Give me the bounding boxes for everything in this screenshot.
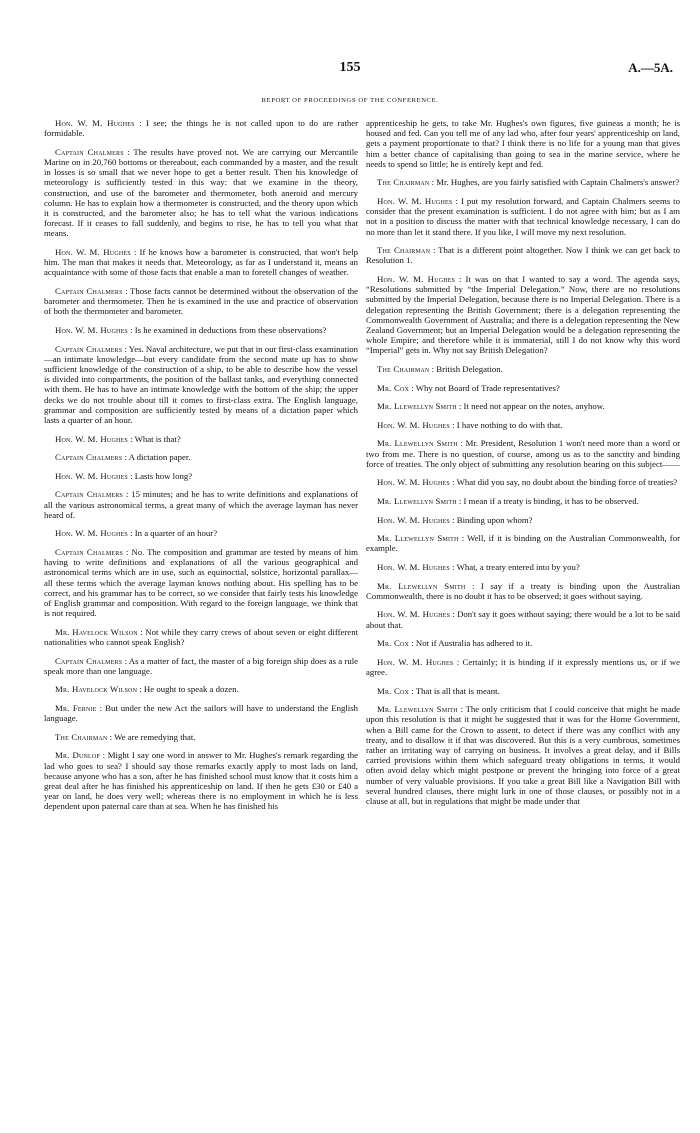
speaker-name: Hon. W. M. Hughes xyxy=(377,419,450,430)
speaker-name: Captain Chalmers xyxy=(55,547,124,557)
speaker-name: Mr. Cox xyxy=(377,685,410,696)
speech-paragraph xyxy=(366,515,680,525)
speech-text: : I see; the things he is not called upon to do are rather formidable. xyxy=(44,118,358,139)
speech-text: : A dictation paper. xyxy=(124,452,191,463)
speech-text: : What, a treaty entered into by you? xyxy=(452,561,580,572)
speech-paragraph xyxy=(366,420,680,430)
speech-text: : Why not Board of Trade representatives? xyxy=(411,382,560,393)
speech-paragraph xyxy=(366,686,680,696)
speech-paragraph xyxy=(44,434,358,444)
speaker-name: The Chairman xyxy=(377,364,430,375)
speech-paragraph xyxy=(366,245,680,265)
speaker-name: Mr. Cox xyxy=(377,638,410,649)
speaker-name: Hon. W. M. Hughes xyxy=(55,433,128,444)
speaker-name: Mr. Cox xyxy=(377,382,410,393)
speaker-name: Mr. Havelock Wilson xyxy=(55,684,138,695)
speech-text: : That is all that is meant. xyxy=(411,685,500,696)
speaker-name: Hon. W. M. Hughes xyxy=(55,247,131,258)
speaker-name: Mr. Dunlop xyxy=(55,750,100,761)
speech-text: : It need not appear on the notes, anyhow. xyxy=(458,401,605,412)
speech-text: : I mean if a treaty is binding, it has to be observed. xyxy=(458,495,639,506)
speaker-name: Hon. W. M. Hughes xyxy=(55,325,128,336)
speech-paragraph xyxy=(44,732,358,742)
speech-text: : If he knows how a barometer is constructed, that won't help him. The man that makes it needs that. Meteorology, as far as I understand it, means an acquaintance with some of those facts that enable a man to foretell changes of weather. xyxy=(44,247,358,278)
speaker-name: Mr. Llewellyn Smith xyxy=(377,533,459,544)
speech-paragraph xyxy=(366,364,680,374)
speech-text: : Binding upon whom? xyxy=(452,514,533,525)
speech-paragraph xyxy=(366,533,680,553)
speech-paragraph xyxy=(366,274,680,356)
speaker-name: Hon. W. M. Hughes xyxy=(377,196,453,206)
speech-text: : I put my resolution forward, and Captain Chalmers seems to consider that the present examination is sufficient. I do not agree with him; but as I am not in a position to discuss the matter with that technical knowledge necessary, I can do no more than let it stand there. If you like, I will move my next resolution. xyxy=(366,196,680,237)
speaker-name: Captain Chalmers xyxy=(55,286,123,297)
page-number: 155 xyxy=(339,60,361,75)
speech-text: : In a quarter of an hour? xyxy=(130,528,218,539)
speech-paragraph xyxy=(44,656,358,676)
speech-paragraph xyxy=(366,477,680,487)
speech-text: : But under the new Act the sailors will have to understand the English language. xyxy=(44,703,359,724)
speech-paragraph xyxy=(44,118,358,138)
speaker-name: Hon. W. M. Hughes xyxy=(55,528,128,539)
speech-paragraph xyxy=(44,489,358,520)
speaker-name: The Chairman xyxy=(377,177,430,188)
speech-paragraph xyxy=(44,547,358,618)
speech-text: : We are remedying that. xyxy=(109,731,196,742)
speech-text: : British Delegation. xyxy=(431,364,503,375)
speech-paragraph xyxy=(366,496,680,506)
right-column xyxy=(366,118,680,815)
speech-paragraph xyxy=(44,471,358,481)
speaker-name: Captain Chalmers xyxy=(55,489,123,500)
speech-paragraph xyxy=(366,118,680,169)
speech-text: : I have nothing to do with that. xyxy=(452,419,563,430)
speech-text: : Is he examined in deductions from these observations? xyxy=(130,325,327,336)
speech-paragraph xyxy=(366,438,680,469)
speech-text: : Certainly; it is binding if it expressly mentions us, or if we agree. xyxy=(366,656,680,677)
speaker-name: Mr. Llewellyn Smith xyxy=(377,438,458,449)
speaker-name: Mr. Llewellyn Smith xyxy=(377,580,466,591)
speech-paragraph xyxy=(366,609,680,629)
speaker-name: Mr. Llewellyn Smith xyxy=(377,495,457,506)
speech-text: : It was on that I wanted to say a word. The agenda says, “Resolutions submitted by “the Imperial Delegation.” Now, there are no resolutions submitted by the Imperial Delegation, because there is no Imperial Delegation. There is a delegation representing the British Government; there is a delegation representing the Commonwealth Government of Australia; and there is a delegation representing the New Zealand Government; but an Imperial Delegation would be a delegation representing the whole Empire; and therefore while it is immaterial, still I do not know why this word “Imperial” gets in. Why not say British Delegation? xyxy=(366,274,680,356)
speaker-name: Captain Chalmers xyxy=(55,452,123,463)
speaker-name: Captain Chalmers xyxy=(55,343,123,354)
speech-paragraph xyxy=(44,286,358,317)
speaker-name: Hon. W. M. Hughes xyxy=(55,118,135,128)
speaker-name: Hon. W. M. Hughes xyxy=(55,470,128,481)
speech-paragraph xyxy=(366,562,680,572)
speaker-name: Mr. Havelock Wilson xyxy=(55,626,138,637)
speech-paragraph xyxy=(44,452,358,462)
speech-text: : The only criticism that I could conceive that might be made upon this resolution is that it might be suggested that it was for the Home Government, when a Bill came for the Crown to assent, to detect if there was any conflict with any treaty, and to disallow it if that was discovered. But this is a very cumbrous, sometimes rather an irritating way of carrying on business. It involves a great delay, and if Bills carried provisions within them which safeguard treaty obligations in terms, it would often avoid delay which might postpone or prevent the bringing into force of a great number of very valuable provisions. If you take a great Bill like a Navigation Bill with several hundred clauses, there might lurk in one of those clauses, or possibly not in a clause at all, but in regulations that might be made under that xyxy=(366,704,680,806)
speech-paragraph xyxy=(44,750,358,811)
speech-paragraph xyxy=(366,581,680,601)
speech-paragraph xyxy=(44,627,358,647)
speech-paragraph xyxy=(44,684,358,694)
speech-text: : That is a different point altogether. Now I think we can get back to Resolution 1. xyxy=(366,245,681,266)
speech-paragraph xyxy=(366,177,680,187)
page-reference: A.—5A. xyxy=(628,60,673,75)
speaker-name: Hon. W. M. Hughes xyxy=(377,656,454,667)
speaker-name: Mr. Llewellyn Smith xyxy=(377,401,457,412)
speech-paragraph xyxy=(366,196,680,237)
speech-paragraph xyxy=(44,528,358,538)
speaker-name: Hon. W. M. Hughes xyxy=(377,609,451,620)
speech-text: : Well, if it is binding on the Australian Commonwealth, for example. xyxy=(366,533,680,554)
speech-paragraph xyxy=(366,401,680,411)
speech-text: : Mr. President, Resolution 1 won't need more than a word or two from me. There is no question, of course, among us as to the sanctity and binding force of treaties. The only object of submitting any resolution bearing on this subject—— xyxy=(366,438,681,469)
speech-text: : What is that? xyxy=(130,433,181,444)
speech-text: : As a matter of fact, the master of a big foreign ship does as a rule speak more than one language. xyxy=(44,655,359,676)
speech-paragraph xyxy=(44,247,358,278)
speech-text: : Might I say one word in answer to Mr. Hughes's remark regarding the lad who goes to sea? I should say those remarks exactly apply to most lads on land, because anyone who has a son, after he has finished school must know that it costs him a great deal after he has finished his apprenticeship on land. If then he gets £30 or £40 a year on land, he does very well; whereas there is no employment in which he is less dependent upon paternal care than at sea. When he has finished his xyxy=(44,750,358,812)
speech-text: : What did you say, no doubt about the binding force of treaties? xyxy=(452,477,678,488)
speaker-name: The Chairman xyxy=(55,731,108,742)
speech-text: : The results have proved not. We are carrying our Mercantile Marine on in 20,760 bottoms or thereabout, each commanded by a master, and the result in losses is so small that we never hope to get a better result. Then his knowledge of meteorology is sufficiently tested in this way: that we examine in the theory, construction, and use of the barometer and thermometer, both aneroid and mercury column. He has to explain how a thermometer is constructed, and the theory upon which it is constructed, and the barometer also; he has to tell what the various indications forecast. If it ceases to fall suddenly, and begins to rise, he has to tell you what that means. xyxy=(44,146,359,239)
speech-paragraph xyxy=(44,325,358,335)
speech-paragraph xyxy=(366,704,680,806)
speech-paragraph xyxy=(366,638,680,648)
speech-text: : Lasts how long? xyxy=(130,470,193,481)
speech-text: : Mr. Hughes, are you fairly satisfied with Captain Chalmers's answer? xyxy=(431,177,680,188)
speaker-name: Hon. W. M. Hughes xyxy=(377,274,456,284)
speech-paragraph xyxy=(44,344,358,426)
speech-text: : He ought to speak a dozen. xyxy=(139,684,239,695)
speech-paragraph xyxy=(44,703,358,723)
speech-text: : Not while they carry crews of about seven or eight different nationalities who cannot speak English? xyxy=(44,626,358,648)
running-title: REPORT OF PROCEEDINGS OF THE CONFERENCE. xyxy=(261,97,439,104)
speech-text: : Not if Australia has adhered to it. xyxy=(411,638,533,649)
speaker-name: Captain Chalmers xyxy=(55,655,123,666)
speech-paragraph xyxy=(366,383,680,393)
speaker-name: Hon. W. M. Hughes xyxy=(377,477,450,488)
speech-text: apprenticeship he gets, to take Mr. Hughes's own figures, five guineas a month; he is housed and fed. Can you tell me of any lad who, after four years' apprenticeship on land, gets a payment proportionate to that? I think there is no life for a young man that gives him a better chance of capitalising than going to sea in the marine service, where he needs to spend so little; he is entirely kept and fed. xyxy=(366,118,680,169)
speech-text: : Don't say it goes without saying; there would be a lot to be said about that. xyxy=(366,609,680,630)
speaker-name: Captain Chalmers xyxy=(55,146,124,157)
speech-text: : No. The composition and grammar are tested by means of him having to write definitions and explanations of all the various geographical and astronomical terms which are in use, such as equinoctial, solstice, horizontal parallax—all these terms which the average layman knows nothing about. His spelling has to be correct, and his grammar has to be correct, so we consider that fairly tests his knowledge of English grammar and composition. With regard to the foreign language, we think that is not required. xyxy=(44,547,358,619)
speaker-name: Hon. W. M. Hughes xyxy=(377,514,450,525)
speaker-name: Mr. Llewellyn Smith xyxy=(377,704,458,715)
speech-text: : Those facts cannot be determined without the observation of the barometer and thermometer. Then he is examined in the use and practice of observation of both the thermometer and barometer. xyxy=(44,286,359,317)
speaker-name: The Chairman xyxy=(377,245,431,256)
speech-paragraph xyxy=(44,147,358,239)
speech-paragraph xyxy=(366,657,680,677)
speech-text: : 15 minutes; and he has to write definitions and explanations of all the various astronomical terms, a great many of which the average layman has never heard of. xyxy=(44,489,359,520)
left-column xyxy=(44,118,358,820)
speech-text: : Yes. Naval architecture, we put that in our first-class examination—an intimate knowledge—but every candidate from the second mate up has to show sufficient knowledge of the construction of a ship, to be able to describe how the vessel is divided into compartments, the position of the ballast tanks, and everything connected with them. He has to have an intimate knowledge with the bottom of the ship; the upper decks we do not trouble about till it comes to first-class extra. The English language, grammar and composition are sufficiently tested by means of a dictation paper which lasts a quarter of an hour. xyxy=(44,343,359,426)
speech-text: : I say if a treaty is binding upon the Australian Commonwealth, there is no doubt it has to be observed; it goes without saying. xyxy=(366,580,681,601)
speaker-name: Mr. Fernie xyxy=(55,703,97,713)
speaker-name: Hon. W. M. Hughes xyxy=(377,561,450,572)
